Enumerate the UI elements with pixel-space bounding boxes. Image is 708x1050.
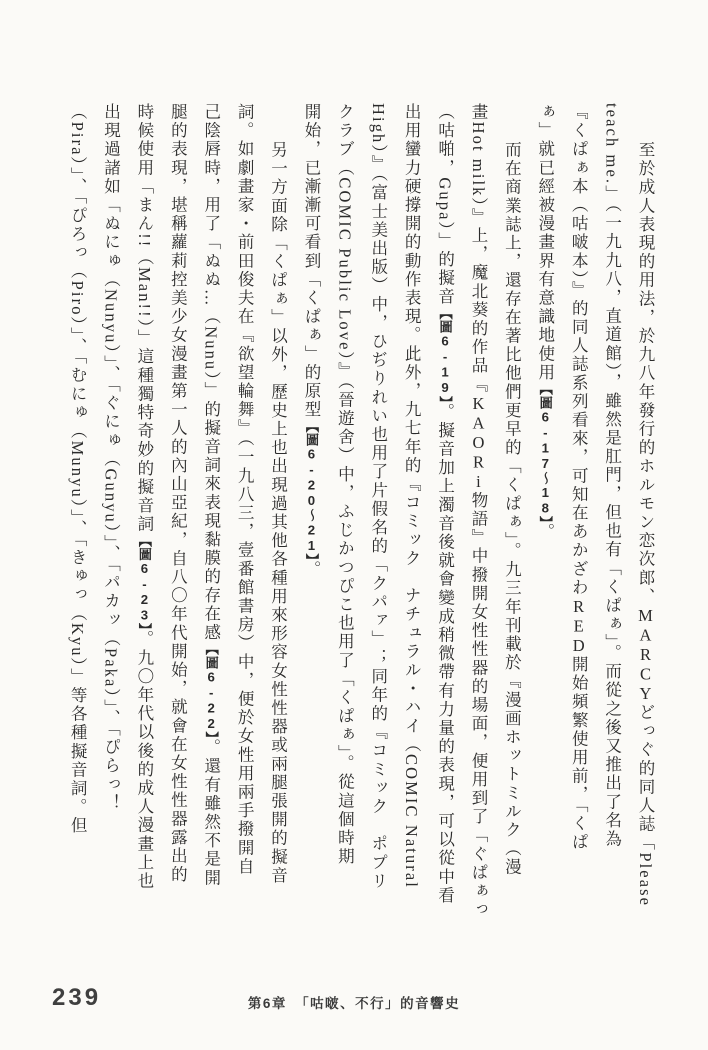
text-segment: ）」、「ぴろっ（ <box>68 156 88 281</box>
text-segment: Gupa <box>435 177 455 222</box>
text-line <box>228 103 261 915</box>
text-block <box>61 103 662 920</box>
text-segment: どっぐ的同人誌「 <box>636 703 655 853</box>
text-segment: 。九〇年代以後的成人漫畫上也 <box>134 630 154 891</box>
text-segment: 。 <box>301 560 321 580</box>
figure-reference: 【圖6-23】 <box>136 533 152 631</box>
text-segment: 『くぱぁ本（咕啵本）』的同人誌系列看來，可知在あかざわ <box>569 103 589 597</box>
text-segment: 另一方面除「くぱぁ」以外，歷史上也出現過其他各種用來形容女性性器或兩腿張開的擬音 <box>268 141 288 885</box>
text-segment: 腿的表現，堪稱蘿莉控美少女漫畫第一人的內山亞紀，自八〇年代開始，就會在女性性器露出的 <box>168 103 188 885</box>
text-segment: ）」這種獨特奇妙的擬音詞 <box>134 318 154 534</box>
text-segment: ）」、「パカッ（ <box>101 523 121 648</box>
text-segment: ）』上，魔北葵的作品『 <box>468 197 488 394</box>
text-segment: COMIC Natural <box>402 754 422 889</box>
text-segment: ）」、「ぐにゅ（ <box>101 344 121 469</box>
text-line <box>361 103 394 915</box>
text-segment: 畫 <box>468 103 488 122</box>
text-line <box>61 103 94 915</box>
text-segment: ）」、「きゅっ（ <box>68 498 88 623</box>
text-segment: ）』（富士美出版）中，ひぢりれい也用了片假名的「クパァ」；同年的『コミック ポプリ <box>368 144 388 891</box>
text-segment: ）』（晉遊舍）中，ふじかつぴこ也用了「くぱぁ」。從這個時期 <box>335 351 355 867</box>
text-segment: ）」、「ぴらっ！ <box>101 688 121 813</box>
text-segment: 出現過諸如「ぬにゅ（ <box>101 103 121 289</box>
text-segment: 物語』中撥開女性性器的場面，便用到了「ぐぱぁっ <box>468 491 488 920</box>
upright-latin: MARCY <box>636 606 655 704</box>
figure-reference: 【圖6-19】 <box>437 306 453 403</box>
text-line <box>94 103 127 915</box>
text-segment: 。還有雖然不是開 <box>201 738 221 888</box>
text-segment: 開始頻繁使用前，「くぱ <box>569 655 589 852</box>
figure-reference: 【圖6-17～18】 <box>537 382 553 524</box>
text-line <box>562 103 595 915</box>
text-line <box>629 103 662 915</box>
text-segment: Piro <box>68 280 88 317</box>
figure-reference: 【圖6-20～21】 <box>303 419 319 561</box>
text-segment: 至於成人表現的用法，於九八年發行的ホルモン恋次郎、 <box>636 141 655 606</box>
text-segment: Nunyu <box>101 289 121 345</box>
text-segment: COMIC Public Love <box>335 177 355 352</box>
text-line <box>295 103 328 915</box>
page-number: 239 <box>52 984 102 1011</box>
upright-latin: RED <box>569 596 589 656</box>
text-line <box>395 103 428 915</box>
text-line <box>495 103 528 915</box>
text-segment: 詞。如劇畫家・前田俊夫在『欲望輪舞』（一九八三，壹番館書房）中，便於女性用兩手撥開自 <box>235 103 255 876</box>
text-line <box>462 103 495 920</box>
text-segment: ）」的擬音詞來表現黏膜的存在感 <box>201 371 221 643</box>
text-segment: Please <box>636 852 655 908</box>
text-segment: teach me.」（一九九八，直道館），雖然是肛門，但也有「くぱぁ」。而從之後又推出了名為 <box>602 103 622 849</box>
text-segment: ）」等各種擬音詞。但 <box>68 657 88 836</box>
text-line <box>428 103 461 915</box>
text-segment: ）」的擬音 <box>435 221 455 307</box>
text-line <box>128 103 161 915</box>
text-segment: 時候使用「まん!!（ <box>134 103 154 267</box>
text-segment: 而在商業誌上，還存在著比他們更早的「くぱぁ」。九三年刊載於『漫画ホットミルク（漫 <box>502 141 522 877</box>
text-segment: 己陰唇時，用了「ぬぬ…（ <box>201 103 221 327</box>
text-segment: High <box>368 103 388 145</box>
text-line <box>328 103 361 915</box>
text-segment: Pira <box>68 121 88 157</box>
text-line <box>161 103 194 915</box>
footer-chapter-title: 第6章 「咕啵、不行」的音響史 <box>247 996 461 1011</box>
text-line <box>595 103 628 915</box>
text-segment: 出用蠻力硬撐開的動作表現。此外，九七年的『コミック ナチュラル・ハイ（ <box>402 103 422 754</box>
text-segment: Man!! <box>134 267 154 319</box>
text-segment: Hot milk <box>468 121 488 198</box>
text-segment: 開始，已漸漸可看到「くぱぁ」的原型 <box>301 103 321 420</box>
text-line <box>528 103 561 915</box>
upright-latin: KAORi <box>468 393 488 492</box>
text-segment: クラブ（ <box>335 103 355 178</box>
text-segment: （ <box>68 103 88 122</box>
text-segment: ぁ」就已經被漫畫界有意識地使用 <box>535 103 555 382</box>
text-segment: （咕啪， <box>435 103 455 178</box>
text-segment: Munyu <box>68 440 88 499</box>
text-line <box>261 103 294 915</box>
text-segment: ）」、「むにゅ（ <box>68 316 88 441</box>
text-segment: Nunu <box>201 326 221 372</box>
text-segment: Kyu <box>68 622 88 658</box>
text-line <box>194 103 227 915</box>
text-segment: Gunyu <box>101 468 121 524</box>
text-segment: 。擬音加上濁音後就會變成稍微帶有力量的表現，可以從中看 <box>435 402 455 905</box>
text-segment: Paka <box>101 647 121 689</box>
text-segment: 。 <box>535 523 555 542</box>
figure-reference: 【圖6-22】 <box>203 642 219 739</box>
